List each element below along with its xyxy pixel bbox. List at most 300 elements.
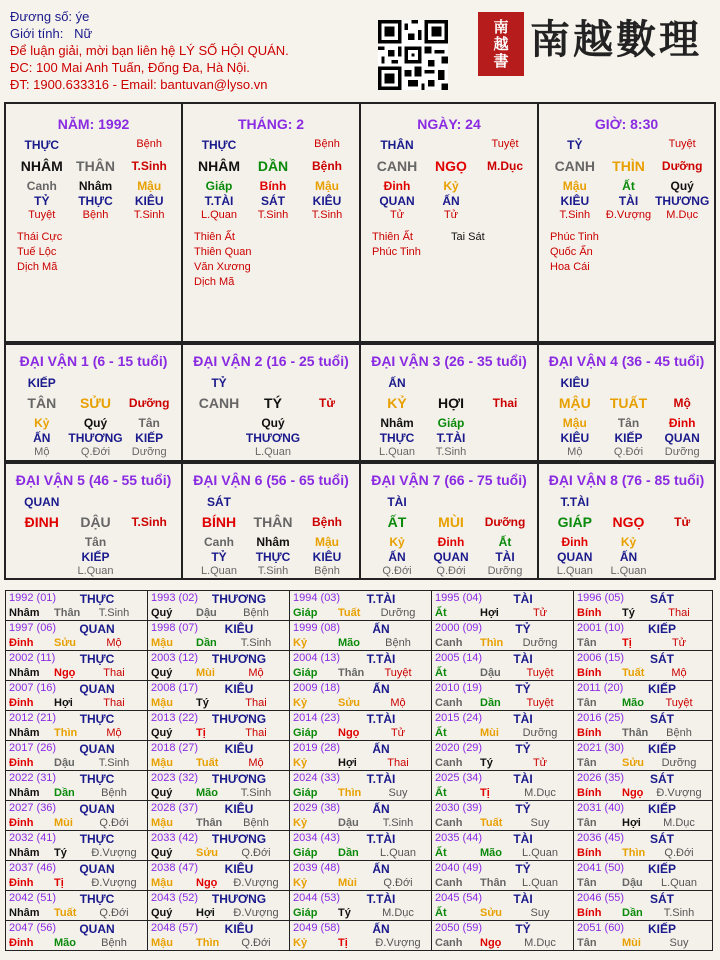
year-stem: Quý (151, 667, 173, 679)
year-label: 2034 (43) (293, 832, 341, 844)
year-cell (573, 830, 713, 861)
year-label: 2006 (15) (577, 652, 625, 664)
dai-van-title: ĐẠI VẬN 6 (56 - 65 tuổi) (193, 472, 349, 488)
year-label: 1998 (07) (151, 622, 199, 634)
year-branch: Dần (54, 787, 75, 799)
earthly-branch: THÌN (612, 158, 645, 174)
year-label: 2016 (25) (577, 712, 625, 724)
shen-sha: Thiên Quan (194, 246, 252, 258)
year-label: 1996 (05) (577, 592, 625, 604)
ten-god-stem: THỰC (24, 138, 60, 152)
year-cell (431, 650, 574, 681)
dai-van-life-stage: T.Sinh (131, 515, 167, 529)
heavenly-stem: NHÂM (198, 158, 240, 174)
phone-email-line: ĐT: 1900.633316 - Email: bantuvan@lyso.vn (10, 77, 268, 92)
year-cell (5, 830, 148, 861)
year-cell (431, 710, 574, 741)
hidden-ten-god: THỰC (78, 194, 113, 208)
year-cell (431, 740, 574, 771)
year-life-stage: Dưỡng (522, 727, 558, 739)
shen-sha: Quốc Ấn (550, 246, 593, 258)
year-cell (289, 890, 432, 921)
hidden-stem: Canh (26, 179, 57, 193)
year-stem: Mậu (151, 697, 173, 709)
dai-van-2 (181, 343, 361, 462)
year-cell (289, 620, 432, 651)
year-life-stage: Q.Đới (383, 877, 413, 889)
year-label: 2040 (49) (435, 862, 483, 874)
year-life-stage: Đ.Vượng (656, 787, 702, 799)
dai-van-hidden-stem: Đinh (437, 535, 465, 549)
year-branch: Dần (338, 847, 359, 859)
year-ten-god: TÀI (513, 652, 533, 666)
year-branch: Thân (338, 667, 365, 679)
year-stem: Tân (577, 697, 597, 709)
year-branch: Dần (196, 637, 217, 649)
year-ten-god: T.TÀI (366, 592, 396, 606)
year-label: 2007 (16) (9, 682, 57, 694)
dai-van-hidden-life: Mộ (34, 446, 50, 458)
year-branch: Dậu (622, 877, 643, 889)
hidden-ten-god: T.TÀI (204, 194, 234, 208)
year-stem: Đinh (9, 817, 34, 829)
year-cell (573, 770, 713, 801)
year-stem: Quý (151, 607, 173, 619)
year-stem: Ất (435, 907, 447, 919)
hidden-ten-god: TỶ (34, 194, 50, 208)
year-label: 2048 (57) (151, 922, 199, 934)
dai-van-stem: GIÁP (557, 514, 592, 530)
year-label: 2038 (47) (151, 862, 199, 874)
dai-van-hidden-ten-god: ẤN (33, 431, 51, 445)
year-branch: Hợi (196, 907, 215, 919)
pillar-title: GIỜ: 8:30 (594, 116, 659, 132)
dai-van-title: ĐẠI VẬN 3 (26 - 35 tuổi) (371, 353, 527, 369)
ten-god-stem: THỰC (201, 138, 237, 152)
year-cell (5, 770, 148, 801)
year-cell (147, 650, 290, 681)
year-life-stage: Bệnh (101, 937, 127, 949)
year-ten-god: THƯƠNG (211, 592, 267, 606)
year-stem: Mậu (151, 877, 173, 889)
year-label: 2026 (35) (577, 772, 625, 784)
year-branch: Tị (622, 637, 632, 649)
hidden-life-stage: T.Sinh (311, 209, 343, 221)
year-life-stage: Q.Đới (241, 847, 271, 859)
stem-life-stage: Bệnh (136, 138, 163, 150)
year-cell (573, 740, 713, 771)
dai-van-stem: CANH (198, 395, 240, 411)
hidden-ten-god: KIÊU (312, 194, 342, 208)
year-life-stage: Q.Đới (241, 937, 271, 949)
year-cell (573, 860, 713, 891)
dai-van-hidden-ten-god: TỶ (211, 550, 227, 564)
dai-van-5 (4, 462, 183, 580)
year-life-stage: Mộ (106, 727, 122, 739)
year-branch: Dậu (196, 607, 217, 619)
dai-van-hidden-stem: Nhâm (256, 535, 290, 549)
dai-van-life-stage: Dưỡng (128, 396, 170, 410)
year-life-stage: Đ.Vượng (233, 907, 279, 919)
year-branch: Mùi (54, 817, 73, 829)
ten-god-stem: TỶ (567, 138, 583, 152)
year-ten-god: T.TÀI (366, 712, 396, 726)
year-cell (5, 620, 148, 651)
hidden-stem: Nhâm (78, 179, 113, 193)
hidden-ten-god: SÁT (261, 194, 285, 208)
year-ten-god: KIẾP (647, 862, 676, 876)
year-label: 2039 (48) (293, 862, 341, 874)
dai-van-stem: TÂN (27, 395, 57, 411)
year-life-stage: M.Dục (663, 817, 695, 829)
year-life-stage: T.Sinh (240, 787, 272, 799)
year-stem: Kỷ (293, 937, 308, 949)
dai-van-title: ĐẠI VẬN 1 (6 - 15 tuổi) (19, 353, 168, 369)
year-label: 1997 (06) (9, 622, 57, 634)
year-stem: Đinh (9, 877, 34, 889)
year-cell (147, 740, 290, 771)
year-branch: Ngọ (54, 667, 76, 679)
year-cell (431, 830, 574, 861)
dai-van-stem: BÍNH (201, 514, 237, 530)
year-life-stage: Thai (245, 697, 267, 709)
year-branch: Sửu (54, 637, 77, 649)
hidden-life-stage: T.Sinh (133, 209, 165, 221)
hidden-stem: Giáp (205, 179, 233, 193)
year-label: 2019 (28) (293, 742, 341, 754)
year-label: 2037 (46) (9, 862, 57, 874)
shen-sha-right: Tai Sát (451, 231, 485, 243)
year-stem: Bính (577, 907, 602, 919)
dai-van-hidden-stem: Kỷ (34, 416, 50, 430)
year-ten-god: TỶ (515, 862, 531, 876)
year-life-stage: Đ.Vượng (375, 937, 421, 949)
year-branch: Dậu (480, 667, 501, 679)
year-label: 2010 (19) (435, 682, 483, 694)
year-stem: Ất (435, 727, 447, 739)
dai-van-hidden-ten-god: QUAN (557, 550, 593, 564)
year-ten-god: SÁT (650, 892, 674, 906)
year-label: 2003 (12) (151, 652, 199, 664)
year-stem: Quý (151, 907, 173, 919)
year-cell (5, 890, 148, 921)
hidden-stem: Mậu (315, 179, 339, 193)
year-life-stage: Tuyệt (526, 697, 554, 709)
year-label: 1995 (04) (435, 592, 483, 604)
year-branch: Tuất (480, 817, 503, 829)
year-life-stage: Bệnh (101, 787, 127, 799)
shen-sha: Tuế Lộc (17, 246, 57, 258)
pillar-title: NGÀY: 24 (417, 116, 481, 132)
year-branch: Mão (196, 787, 218, 799)
year-branch: Dần (480, 697, 501, 709)
year-life-stage: Tử (390, 727, 406, 739)
year-stem: Kỷ (293, 877, 308, 889)
year-branch: Dậu (54, 757, 75, 769)
year-life-stage: Mộ (248, 667, 264, 679)
dai-van-stem: ẤT (387, 514, 407, 530)
year-label: 2027 (36) (9, 802, 57, 814)
year-branch: Dậu (338, 817, 359, 829)
dai-van-life-stage: Dưỡng (484, 515, 526, 529)
year-branch: Thìn (196, 937, 220, 949)
dai-van-ten-god: QUAN (24, 495, 60, 509)
dai-van-hidden-life: L.Quan (254, 446, 292, 458)
year-label: 2014 (23) (293, 712, 341, 724)
year-cell (431, 800, 574, 831)
dai-van-ten-god: TÀI (387, 495, 407, 509)
year-life-stage: Mộ (671, 667, 687, 679)
hidden-ten-god: ẤN (442, 194, 460, 208)
year-label: 2046 (55) (577, 892, 625, 904)
dai-van-hidden-ten-god: KIẾP (614, 431, 643, 445)
year-cell (289, 770, 432, 801)
year-branch: Tuất (338, 607, 361, 619)
year-label: 2030 (39) (435, 802, 483, 814)
year-ten-god: SÁT (650, 712, 674, 726)
year-branch: Tuất (622, 667, 645, 679)
year-label: 2009 (18) (293, 682, 341, 694)
dai-van-hidden-life: Q.Đới (436, 565, 466, 577)
dai-van-hidden-life: Q.Đới (613, 446, 644, 458)
year-ten-god: KIẾP (647, 682, 676, 696)
dai-van-branch: MÙI (438, 514, 464, 530)
dai-van-branch: THÂN (253, 514, 293, 530)
year-label: 2000 (09) (435, 622, 483, 634)
year-cell (5, 740, 148, 771)
dai-van-hidden-ten-god: KIẾP (81, 550, 110, 564)
year-stem: Mậu (151, 757, 173, 769)
year-ten-god: ẤN (372, 802, 390, 816)
year-branch: Thìn (338, 787, 362, 799)
year-life-stage: Q.Đới (664, 847, 694, 859)
dai-van-7 (359, 462, 539, 580)
year-branch: Hợi (54, 697, 73, 709)
year-ten-god: THƯƠNG (211, 712, 267, 726)
year-life-stage: Thai (103, 667, 125, 679)
shen-sha: Hoa Cái (550, 261, 590, 273)
year-ten-god: KIÊU (224, 802, 254, 816)
year-stem: Đinh (9, 637, 34, 649)
red-seal-stamp (478, 12, 524, 76)
year-stem: Giáp (293, 607, 318, 619)
year-life-stage: Thai (668, 607, 690, 619)
year-stem: Tân (577, 937, 597, 949)
dai-van-4 (537, 343, 716, 462)
year-cell (289, 650, 432, 681)
year-cell (147, 770, 290, 801)
year-ten-god: KIẾP (647, 922, 676, 936)
year-cell (431, 590, 574, 621)
year-stem: Bính (577, 727, 602, 739)
branch-life-stage: Bệnh (312, 159, 342, 173)
year-branch: Mão (338, 637, 360, 649)
year-life-stage: Thai (245, 727, 267, 739)
shen-sha: Dịch Mã (194, 276, 235, 288)
pillar-hour (537, 102, 716, 343)
hidden-life-stage: Tử (443, 209, 459, 221)
year-branch: Sửu (622, 757, 645, 769)
dai-van-title: ĐẠI VẬN 7 (66 - 75 tuổi) (371, 472, 527, 488)
year-stem: Kỷ (293, 757, 308, 769)
dai-van-hidden-ten-god: KIÊU (312, 550, 342, 564)
year-life-stage: Đ.Vượng (91, 877, 137, 889)
year-label: 2011 (20) (577, 682, 624, 694)
year-ten-god: THỰC (79, 892, 115, 906)
year-label: 2045 (54) (435, 892, 483, 904)
year-cell (5, 920, 148, 951)
year-cell (5, 680, 148, 711)
year-stem: Mậu (151, 637, 173, 649)
year-branch: Ngọ (338, 727, 360, 739)
year-stem: Đinh (9, 757, 34, 769)
year-branch: Tý (480, 757, 493, 769)
year-cell (147, 620, 290, 651)
year-branch: Tý (338, 907, 351, 919)
year-stem: Kỷ (293, 637, 308, 649)
year-label: 2025 (34) (435, 772, 483, 784)
year-ten-god: KIẾP (647, 622, 676, 636)
year-ten-god: SÁT (650, 652, 674, 666)
dai-van-hidden-life: T.Sinh (435, 446, 467, 458)
year-ten-god: ẤN (372, 922, 390, 936)
year-ten-god: THỰC (79, 712, 115, 726)
year-life-stage: L.Quan (521, 877, 559, 889)
year-life-stage: T.Sinh (240, 637, 272, 649)
year-cell (147, 830, 290, 861)
year-branch: Tý (622, 607, 635, 619)
dai-van-life-stage: Tử (318, 396, 336, 410)
dai-van-hidden-ten-god: THỰC (379, 431, 415, 445)
year-life-stage: T.Sinh (663, 907, 695, 919)
year-life-stage: L.Quan (521, 847, 559, 859)
year-cell (147, 920, 290, 951)
dai-van-hidden-stem: Quý (261, 416, 285, 430)
year-ten-god: TỶ (515, 622, 531, 636)
year-ten-god: TỶ (515, 742, 531, 756)
year-stem: Đinh (9, 937, 34, 949)
year-stem: Ất (435, 607, 447, 619)
year-stem: Tân (577, 637, 597, 649)
year-ten-god: TÀI (513, 772, 533, 786)
year-stem: Nhâm (9, 907, 40, 919)
year-cell (289, 920, 432, 951)
year-branch: Tị (54, 877, 64, 889)
dai-van-hidden-stem: Đinh (668, 416, 696, 430)
dai-van-title: ĐẠI VẬN 4 (36 - 45 tuổi) (548, 353, 705, 369)
year-branch: Sửu (338, 697, 361, 709)
year-stem: Bính (577, 607, 602, 619)
dai-van-life-stage: Mộ (673, 396, 691, 410)
dai-van-hidden-stem: Mậu (315, 535, 339, 549)
hidden-stem: Đinh (383, 179, 411, 193)
dai-van-branch: TÝ (264, 395, 282, 411)
dai-van-hidden-stem: Ất (498, 535, 512, 549)
year-life-stage: Tuyệt (384, 667, 412, 679)
year-life-stage: Mộ (390, 697, 406, 709)
year-stem: Canh (435, 937, 463, 949)
year-ten-god: THỰC (79, 652, 115, 666)
stem-life-stage: Tuyệt (491, 138, 519, 150)
dai-van-hidden-ten-god: KIẾP (135, 431, 164, 445)
dai-van-hidden-life: L.Quan (77, 565, 114, 577)
dai-van-hidden-stem: Mậu (562, 416, 587, 430)
year-stem: Đinh (9, 697, 34, 709)
year-branch: Ngọ (196, 877, 218, 889)
year-ten-god: ẤN (372, 682, 390, 696)
dai-van-hidden-ten-god: THỰC (255, 550, 291, 564)
earthly-branch: NGỌ (435, 158, 467, 174)
year-label: 1994 (03) (293, 592, 341, 604)
dai-van-hidden-life: L.Quan (378, 446, 416, 458)
year-stem: Tân (577, 757, 597, 769)
year-stem: Canh (435, 757, 463, 769)
year-ten-god: ẤN (372, 622, 390, 636)
hidden-life-stage: T.Sinh (257, 209, 289, 221)
year-life-stage: Tử (671, 637, 687, 649)
year-label: 1999 (08) (293, 622, 341, 634)
year-stem: Canh (435, 877, 463, 889)
year-cell (431, 770, 574, 801)
year-ten-god: SÁT (650, 832, 674, 846)
year-branch: Ngọ (622, 787, 644, 799)
year-life-stage: T.Sinh (98, 607, 130, 619)
year-life-stage: Tuyệt (665, 697, 693, 709)
gender-label: Giới tính: (10, 26, 64, 41)
year-branch: Thìn (54, 727, 78, 739)
year-branch: Tị (480, 787, 490, 799)
year-branch: Sửu (480, 907, 503, 919)
year-ten-god: T.TÀI (366, 772, 396, 786)
year-life-stage: Suy (530, 907, 550, 919)
year-ten-god: KIẾP (647, 742, 676, 756)
year-ten-god: QUAN (79, 922, 115, 936)
shen-sha: Văn Xương (194, 261, 251, 273)
dai-van-hidden-life: L.Quan (200, 565, 238, 577)
dai-van-hidden-stem: Tân (84, 535, 107, 549)
year-life-stage: M.Dục (524, 937, 556, 949)
year-life-stage: Thai (387, 757, 409, 769)
year-branch: Tý (196, 697, 209, 709)
year-cell (5, 590, 148, 621)
year-life-stage: Đ.Vượng (233, 877, 279, 889)
branch-life-stage: T.Sinh (131, 159, 167, 173)
year-ten-god: ẤN (372, 862, 390, 876)
shen-sha: Thiên Ất (194, 231, 235, 243)
year-label: 2032 (41) (9, 832, 57, 844)
pillar-month (181, 102, 361, 343)
year-life-stage: L.Quan (660, 877, 698, 889)
qr-code[interactable] (378, 20, 448, 90)
pillar-title: THÁNG: 2 (237, 116, 305, 132)
hidden-life-stage: Tử (389, 209, 405, 221)
year-label: 2018 (27) (151, 742, 199, 754)
dai-van-hidden-ten-god: ẤN (619, 550, 638, 564)
stem-life-stage: Bệnh (314, 138, 340, 150)
dai-van-hidden-ten-god: THƯƠNG (68, 431, 123, 445)
hidden-life-stage: Tuyệt (28, 209, 56, 221)
year-ten-god: KIÊU (224, 742, 254, 756)
year-label: 2041 (50) (577, 862, 625, 874)
year-branch: Mùi (480, 727, 499, 739)
hidden-stem: Bính (259, 179, 287, 193)
year-cell (289, 860, 432, 891)
year-cell (5, 860, 148, 891)
year-cell (573, 620, 713, 651)
year-stem: Tân (577, 817, 597, 829)
year-life-stage: Q.Đới (99, 907, 129, 919)
year-label: 2013 (22) (151, 712, 199, 724)
